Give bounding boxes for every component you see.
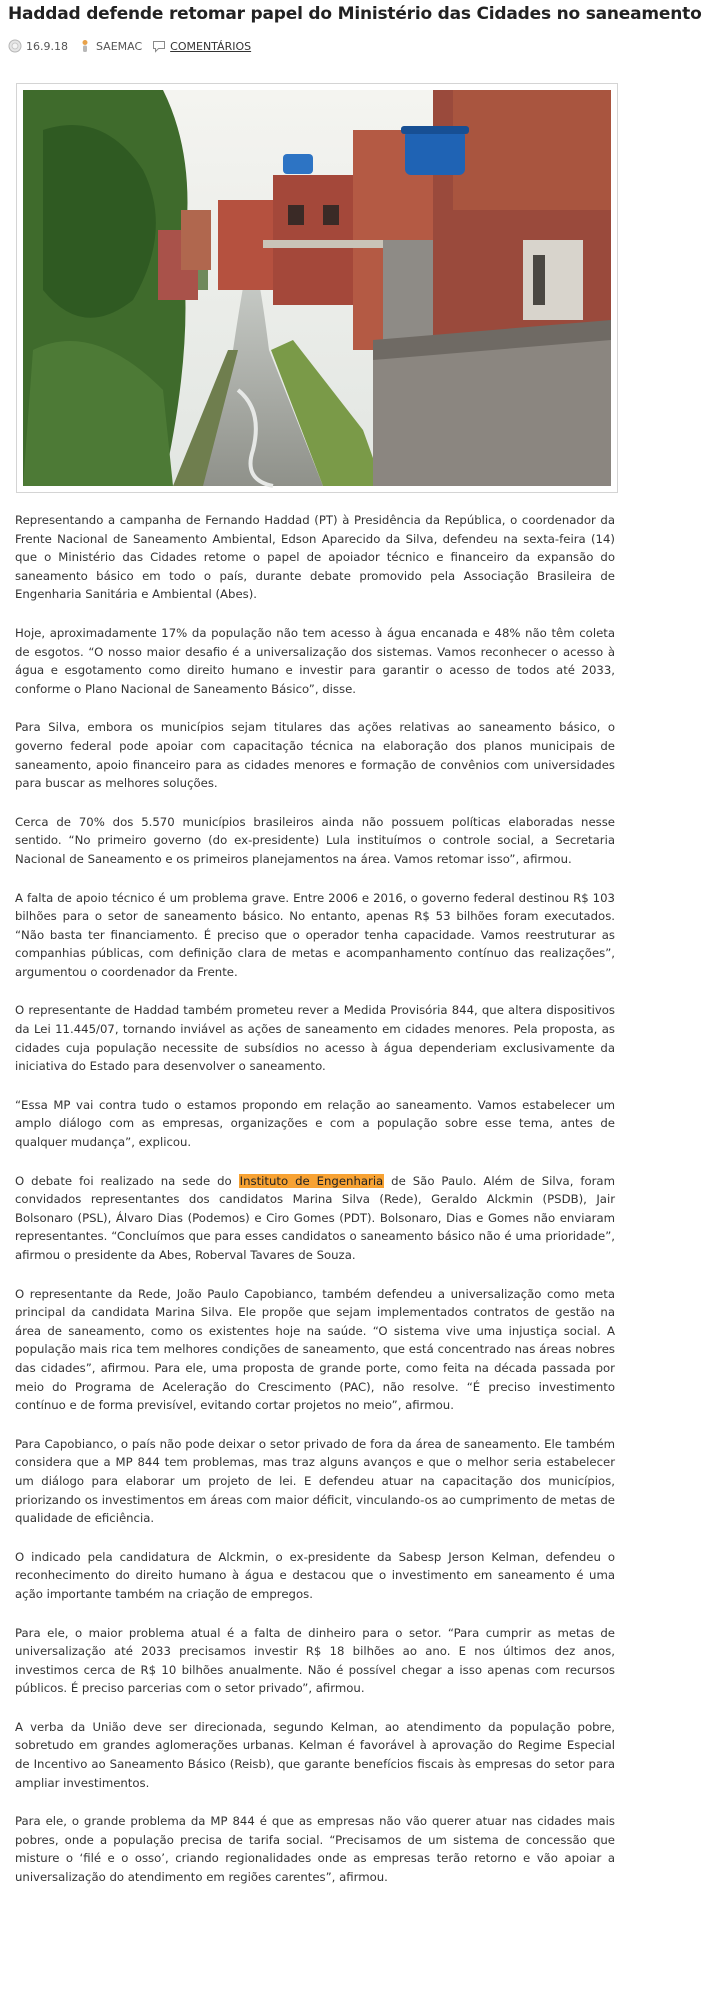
article-paragraph: A falta de apoio técnico é um problema grave. Entre 2006 e 2016, o governo federal destinou R$ 103 bilhões para o setor de saneamento básico. No entanto, apenas R$ 53 bilhões foram executados. “Não basta ter financiamento. É preciso que o operador tenha capacidade. Vamos reestruturar as companhias públicas, com definição clara de metas e acompanhamento contínuo das realizações”, argumentou o coordenador da Frente. [15,890,615,979]
article-title: Haddad defende retomar papel do Ministério das Cidades no saneamento [8,4,702,24]
article-paragraph: Para ele, o grande problema da MP 844 é que as empresas não vão querer atuar nas cidades mais pobres, onde a população precisa de tarifa social. “Precisamos de um sistema de concessão que misture o ‘filé e o osso’, criando regionalidades onde as empresas terão retorno e vão apoiar a universalização do atendimento em regiões carentes”, afirmou. [15,1814,615,1885]
article-paragraph: “Essa MP vai contra tudo o estamos propondo em relação ao saneamento. Vamos estabelecer um amplo diálogo com as empresas, organizações e com a população sobre esse tema, antes de qualquer mudança”, explicou. [15,1097,615,1150]
person-icon [78,39,92,53]
article-paragraph: O representante de Haddad também prometeu rever a Medida Provisória 844, que altera dispositivos da Lei 11.445/07, tornando inviável as ações de saneamento em cidades menores. Pela proposta, as cidades cuja população necessite de subsídios no acesso à água dependeriam exclusivamente da iniciativa do Estado para desenvolver o saneamento. [15,1003,615,1074]
paragraph-text: O debate foi realizado na sede do [15,1173,239,1188]
article-paragraph: Para Capobianco, o país não pode deixar o setor privado de fora da área de saneamento. Ele também considera que a MP 844 tem problemas, mas traz alguns avanços e que o melhor seria estabelecer um diálogo para elaborar um projeto de lei. E defendeu atuar na capacitação dos municípios, priorizando os investimentos em áreas com maior déficit, vinculando-os ao cumprimento de metas de qualidade de eficiência. [15,1436,615,1526]
article-paragraph: Representando a campanha de Fernando Haddad (PT) à Presidência da República, o coordenador da Frente Nacional de Saneamento Ambiental, Edson Aparecido da Silva, defendeu na sexta-feira (14) que o Ministério das Cidades retome o papel de apoiador técnico e financeiro da expansão do saneamento básico em todo o país, durante debate promovido pela Associação Brasileira de Engenharia Sanitária e Ambiental (Abes). [15,513,615,602]
article-image-frame [16,83,618,493]
article-paragraph: O representante da Rede, João Paulo Capobianco, também defendeu a universalização como meta principal da candidata Marina Silva. Ele propõe que sejam implementados contratos de gestão na área de saneamento, como os existentes hoje na saúde. “O sistema vive uma injustiça social. A população mais rica tem melhores condições de saneamento, que está concentrado nas áreas nobres das cidades”, afirmou. Para ele, uma proposta de grande porte, como feita na década passada por meio do Programa de Aceleração do Crescimento (PAC), não resolve. “É preciso investimento contínuo e de forma previsível, evitando cortar projetos no meio”, afirmou. [15,1286,615,1413]
article-paragraph: Para ele, o maior problema atual é a falta de dinheiro para o setor. “Para cumprir as metas de universalização até 2033 precisamos investir R$ 18 bilhões ao ano. E nos últimos dez anos, investimos cerca de R$ 10 bilhões anualmente. Não é possível chegar a isso apenas com recursos públicos. É preciso parcerias com o setor privado”, afirmou. [15,1625,615,1696]
comment-bubble-icon [152,39,166,53]
riverside-favela-photo [23,90,611,486]
article-paragraph: Cerca de 70% dos 5.570 municípios brasileiros ainda não possuem políticas elaboradas nesse sentido. “No primeiro governo (do ex-presidente) Lula instituímos o controle social, a Secretaria Nacional de Saneamento e os primeiros planejamentos na área. Vamos retomar isso”, afirmou. [15,814,615,866]
comments-link[interactable]: COMENTÁRIOS [170,39,252,53]
post-author: SAEMAC [96,39,143,53]
date-meta [8,39,68,53]
author-meta [78,39,142,53]
article-meta [8,38,261,54]
post-date: 16.9.18 [26,39,68,53]
article-paragraph: O indicado pela candidatura de Alckmin, o ex-presidente da Sabesp Jerson Kelman, defendeu o reconhecimento do direito humano à água e destacou que o investimento em saneamento é uma ação importante também na criação de empregos. [15,1549,615,1601]
comments-meta[interactable] [152,39,251,53]
article-body [15,511,615,1907]
calendar-icon [8,39,22,53]
article-paragraph-with-link [15,1172,615,1265]
article-paragraph: Para Silva, embora os municípios sejam titulares das ações relativas ao saneamento básico, o governo federal pode apoiar com capacitação técnica na elaboração dos planos municipais de saneamento, apoio financeiro para as cidades menores e formação de convênios com universidades para buscar as melhores soluções. [15,720,615,791]
article-paragraph: A verba da União deve ser direcionada, segundo Kelman, ao atendimento da população pobre, sobretudo em grandes aglomerações urbanas. Kelman é favorável à aprovação do Regime Especial de Incentivo ao Saneamento Básico (Reisb), que garante benefícios fiscais às empresas do setor para ampliar investimentos. [15,1719,615,1790]
instituto-engenharia-link[interactable]: Instituto de Engenharia [239,1173,384,1188]
article-paragraph: Hoje, aproximadamente 17% da população não tem acesso à água encanada e 48% não têm coleta de esgotos. “O nosso maior desafio é a universalização dos sistemas. Vamos reconhecer o acesso à água e esgotamento como direito humano e investir para garantir o acesso de todos até 2033, conforme o Plano Nacional de Saneamento Básico”, disse. [15,625,615,696]
paragraph-text: de São Paulo. Além de Silva, foram convidados representantes dos candidatos Marina Silva (Rede), Geraldo Alckmin (PSDB), Jair Bolsonaro (PSL), Álvaro Dias (Podemos) e Ciro Gomes (PDT). Bolsonaro, Dias e Gomes não enviaram representantes. “Concluímos que para esses candidatos o saneamento básico não é uma prioridade”, afirmou o presidente da Abes, Roberval Tavares de Souza. [15,1173,615,1262]
